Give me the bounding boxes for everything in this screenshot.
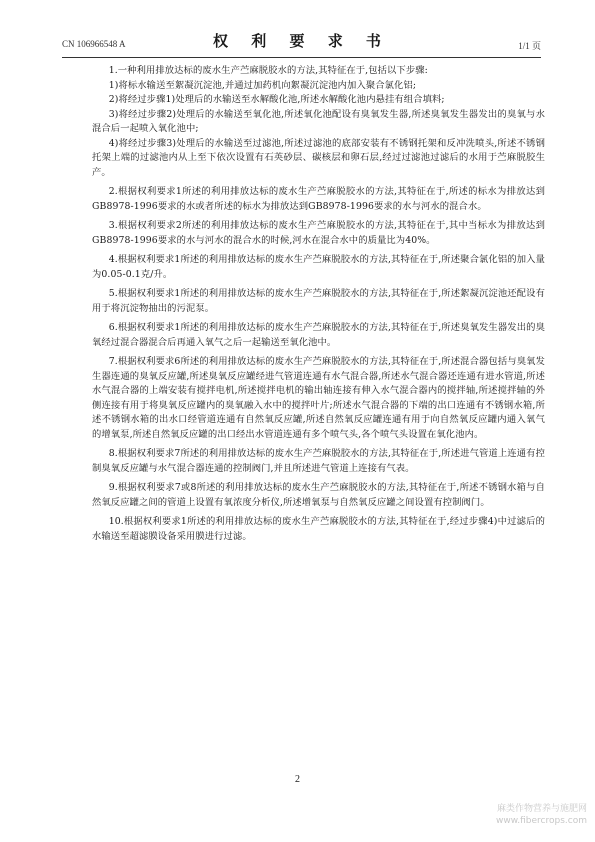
claim-7: 7.根据权利要求6所述的利用排放达标的废水生产苎麻脱胶水的方法,其特征在于,所述混合器包括与臭氧发生器连通的臭氧反应罐,所述臭氧反应罐经进气管道连通有水气混合器,所述水气混合器还连通有进水管道,所述水气混合器的上端安装有搅拌电机,所述搅拌电机的输出轴连接有伸入水气混合器内的搅拌轴,所述搅拌轴的外侧连接有用于将臭氧反应罐内的臭氧融入水中的搅拌叶片;所述水气混合器的下端的出口连通有不锈钢水箱,所述不锈钢水箱的出水口经管道连通有自然氧反应罐,所述自然氧反应罐连通有用于向自然氧反应罐内通入氧气的增氧泵,所述自然氧反应罐的出口经出水管道连通有多个喷气头,各个喷气头设置在氧化池内。 (92, 356, 545, 440)
watermark (496, 803, 587, 827)
claim-4: 4.根据权利要求1所述的利用排放达标的废水生产苎麻脱胶水的方法,其特征在于,所述聚合氯化铝的加入量为0.05-0.1克/升。 (92, 254, 545, 280)
page-title: 权 利 要 求 书 (213, 32, 390, 50)
publication-number: CN 106966548 A (62, 39, 126, 49)
claim-5: 5.根据权利要求1所述的利用排放达标的废水生产苎麻脱胶水的方法,其特征在于,所述絮凝沉淀池还配设有用于将沉淀物抽出的污泥泵。 (92, 288, 545, 314)
header-divider (62, 57, 541, 58)
claim-1-step-2: 2)将经过步骤1)处理后的水输送至水解酸化池,所述水解酸化池内悬挂有组合填料; (108, 94, 445, 105)
claim-1-preamble: 1.一种利用排放达标的废水生产苎麻脱胶水的方法,其特征在于,包括以下步骤: (108, 65, 428, 76)
claim-3: 3.根据权利要求2所述的利用排放达标的废水生产苎麻脱胶水的方法,其特征在于,其中当标水为排放达到GB8978-1996要求的水与河水的混合水的时候,河水在混合水中的质量比为40%。 (92, 220, 545, 246)
claim-2: 2.根据权利要求1所述的利用排放达标的废水生产苎麻脱胶水的方法,其特征在于,所述的标水为排放达到GB8978-1996要求的水或者所述的标水为排放达到GB8978-1996要求的水与河水的混合水。 (92, 186, 545, 212)
claim-6: 6.根据权利要求1所述的利用排放达标的废水生产苎麻脱胶水的方法,其特征在于,所述臭氧发生器发出的臭氧经过混合器混合后再通入氧气之后一起输送至氧化池中。 (92, 322, 545, 348)
claim-1-step-1: 1)将标水输送至絮凝沉淀池,并通过加药机向絮凝沉淀池内加入聚合氯化铝; (108, 79, 417, 91)
claim-1-step-3: 3)将经过步骤2)处理后的水输送至氧化池,所述氧化池配设有臭氧发生器,所述臭氧发生器发出的臭氧与水混合后一起喷入氧化池中; (92, 108, 545, 134)
claim-9: 9.根据权利要求7或8所述的利用排放达标的废水生产苎麻脱胶水的方法,其特征在于,所述不锈钢水箱与自然氧反应罐之间的管道上设置有氧浓度分析仪,所述增氧泵与自然氧反应罐之间设置有控制阀门。 (92, 482, 545, 508)
claim-10: 10.根据权利要求1所述的利用排放达标的废水生产苎麻脱胶水的方法,其特征在于,经过步骤4)中过滤后的水输送至超滤膜设备采用膜进行过滤。 (92, 516, 545, 542)
document-header (62, 30, 541, 54)
claim-8: 8.根据权利要求7所述的利用排放达标的废水生产苎麻脱胶水的方法,其特征在于,所述进气管道上连通有控制臭氧反应罐与水气混合器连通的控制阀门,并且所述进气管道上连接有气表。 (92, 448, 545, 474)
claim-1-step-4: 4)将经过步骤3)处理后的水输送至过滤池,所述过滤池的底部安装有不锈钢托架和反冲洗喷头,所述不锈钢托架上端的过滤池内从上至下依次设置有石英砂层、碳核层和卵石层,经过过滤池过滤后的水用于苎麻脱胶生产。 (92, 137, 545, 178)
page-counter: 1/1 页 (518, 41, 541, 51)
watermark-url: www.fibercrops.com (496, 816, 587, 826)
claim-1 (92, 64, 545, 180)
claims-body (92, 64, 545, 549)
page-number: 2 (295, 774, 300, 785)
watermark-site-name: 麻类作物营养与施肥网 (496, 804, 587, 814)
